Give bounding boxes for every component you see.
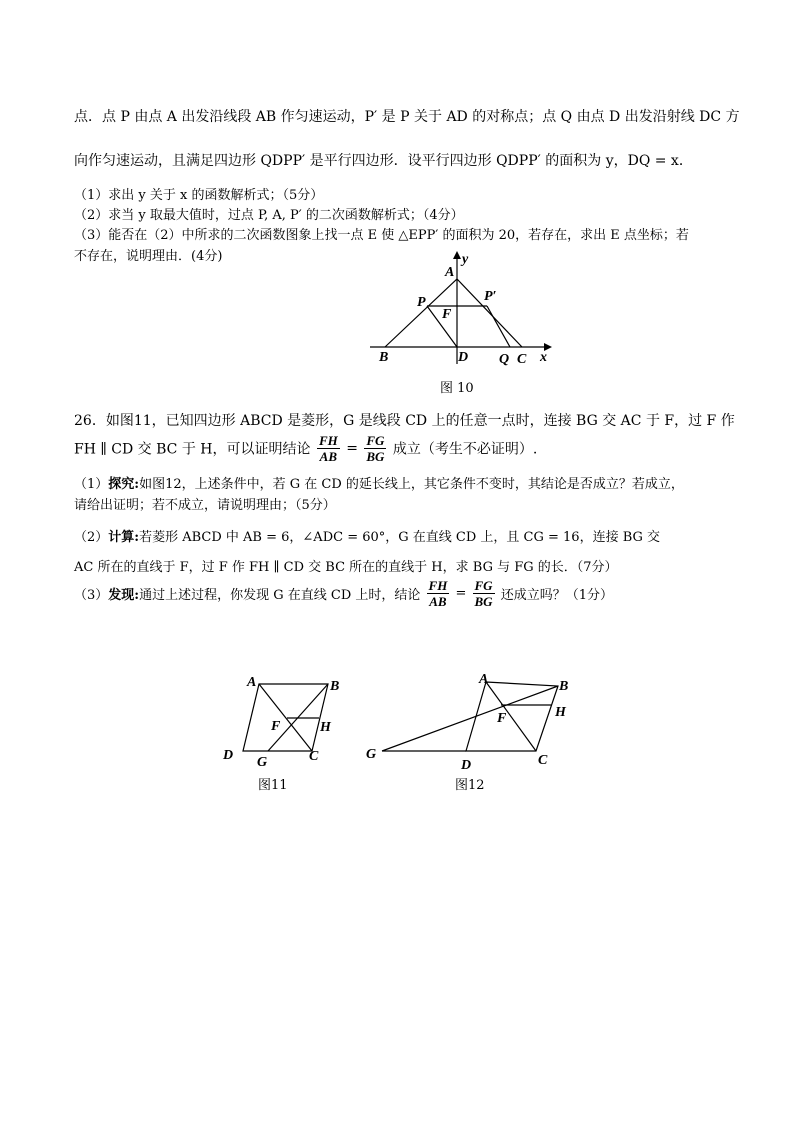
fig10-label-Pprime: P′: [484, 289, 497, 304]
frac-den-bg: BG: [366, 449, 385, 464]
q26-intro-b2: 成立（考生不必证明）.: [392, 441, 538, 458]
q26-part3-text: 通过上述过程，你发现 G 在直线 CD 上时，结论: [139, 588, 421, 603]
q26-intro-a: 26．如图11，已知四边形 ABCD 是菱形，G 是线段 CD 上的任意一点时，连接 BG 交 AC 于 F，过 F 作: [74, 413, 735, 429]
frac-num-fh: FH: [318, 433, 338, 448]
q26-part1-text: 如图12，上述条件中，若 G 在 CD 的延长线上，其它条件不变时，其结论是否成立？若成立，: [139, 477, 684, 492]
q26-part3-number: （3）: [74, 588, 109, 603]
q26-part2-number: （2）: [74, 530, 109, 545]
frac2-num-fh: FH: [428, 578, 448, 593]
q26-part2-text: 若菱形 ABCD 中 AB = 6，∠ADC = 60°，G 在直线 CD 上，且 CG = 16，连接 BG 交: [139, 530, 661, 545]
fig11-label-G: G: [257, 755, 268, 770]
fraction-fh-ab: [317, 433, 340, 464]
frac2-num-fg: FG: [474, 578, 493, 593]
fig11-label-D: D: [223, 748, 234, 763]
figure-11: [215, 668, 355, 778]
fig10-label-D: D: [458, 350, 469, 365]
fraction-fh-ab-2: [427, 578, 450, 609]
fig11-label-H: H: [320, 720, 331, 735]
fig11-caption: 图11: [258, 778, 288, 793]
fig12-label-G: G: [366, 747, 377, 762]
q26-part2-line1: [74, 526, 660, 545]
q25-line2: 向作匀速运动，且满足四边形 QDPP′ 是平行四边形．设平行四边形 QDPP′ 的面积为 y，DQ = x．: [74, 153, 693, 169]
fig12-label-H: H: [555, 705, 566, 720]
fig12-caption: 图12: [455, 778, 485, 793]
q26-part2-line2: AC 所在的直线于 F，过 F 作 FH ∥ CD 交 BC 所在的直线于 H，求 BG 与 FG 的长．（7分）: [74, 560, 618, 575]
q26-part1-line1: [74, 473, 684, 492]
fig11-label-C: C: [309, 749, 319, 764]
fig10-label-P: P: [417, 295, 426, 310]
fig12-label-D: D: [461, 758, 472, 773]
fraction-fg-bg: [364, 433, 386, 464]
q25-line1: 点．点 P 由点 A 出发沿线段 AB 作匀速运动，P′ 是 P 关于 AD 的对称点；点 Q 由点 D 出发沿射线 DC 方: [74, 109, 740, 125]
figure-10: [360, 248, 560, 378]
q26-part1-label: 探究:: [108, 477, 140, 492]
fig11-label-F: F: [271, 719, 281, 734]
fig10-caption: 图 10: [440, 381, 474, 396]
frac2-den-bg: BG: [474, 594, 493, 609]
fraction-fg-bg-2: [473, 578, 495, 609]
fig10-label-A: A: [445, 265, 455, 280]
fig12-label-C: C: [538, 753, 548, 768]
figure-12: [362, 668, 582, 778]
q26-part3-label: 发现:: [108, 588, 140, 603]
fig10-label-Q: Q: [499, 352, 510, 367]
q26-intro-b1: FH ∥ CD 交 BC 于 H，可以证明结论: [74, 441, 311, 458]
fig10-label-F: F: [442, 307, 452, 322]
fig10-label-C: C: [517, 352, 527, 367]
frac2-den-ab: AB: [429, 594, 447, 609]
fig12-label-F: F: [497, 711, 507, 726]
q26-part3: （3）发现:通过上述过程，你发现 G 在直线 CD 上时，结论 $\frac{FH}{AB}$ = $\frac{FG}{BG}$ 还成立吗？（1分）: [74, 578, 613, 609]
q26-part1-line2: 请给出证明；若不成立，请说明理由；（5分）: [74, 498, 336, 513]
fig10-label-x: x: [540, 350, 547, 365]
fig12-label-B: B: [559, 679, 569, 694]
frac-den-ab: AB: [319, 449, 338, 464]
q25-part1: （1）求出 y 关于 x 的函数解析式；（5分）: [74, 188, 324, 203]
frac-num-fg: FG: [366, 433, 385, 448]
fig10-label-y: y: [462, 252, 469, 267]
fig10-label-B: B: [379, 350, 389, 365]
q26-part3-end: 还成立吗？（1分）: [500, 588, 613, 603]
q25-part2: （2）求当 y 取最大值时，过点 P, A, P′ 的二次函数解析式；（4分）: [74, 208, 464, 223]
q26-intro-b: FH ∥ CD 交 BC 于 H，可以证明结论 $\frac{FH}{AB}$ = $\frac{FG}{BG}$ 成立（考生不必证明）.: [74, 433, 538, 464]
fig11-label-A: A: [247, 675, 257, 690]
q25-part3a: （3）能否在（2）中所求的二次函数图象上找一点 E 使 △EPP′ 的面积为 20，若存在，求出 E 点坐标；若: [74, 228, 689, 243]
q26-part2-label: 计算:: [108, 530, 140, 545]
q26-part1-number: （1）: [74, 477, 109, 492]
fig12-label-A: A: [479, 672, 489, 687]
fig11-label-B: B: [330, 679, 340, 694]
q25-part3b: 不存在，说明理由．(4分): [74, 249, 223, 264]
